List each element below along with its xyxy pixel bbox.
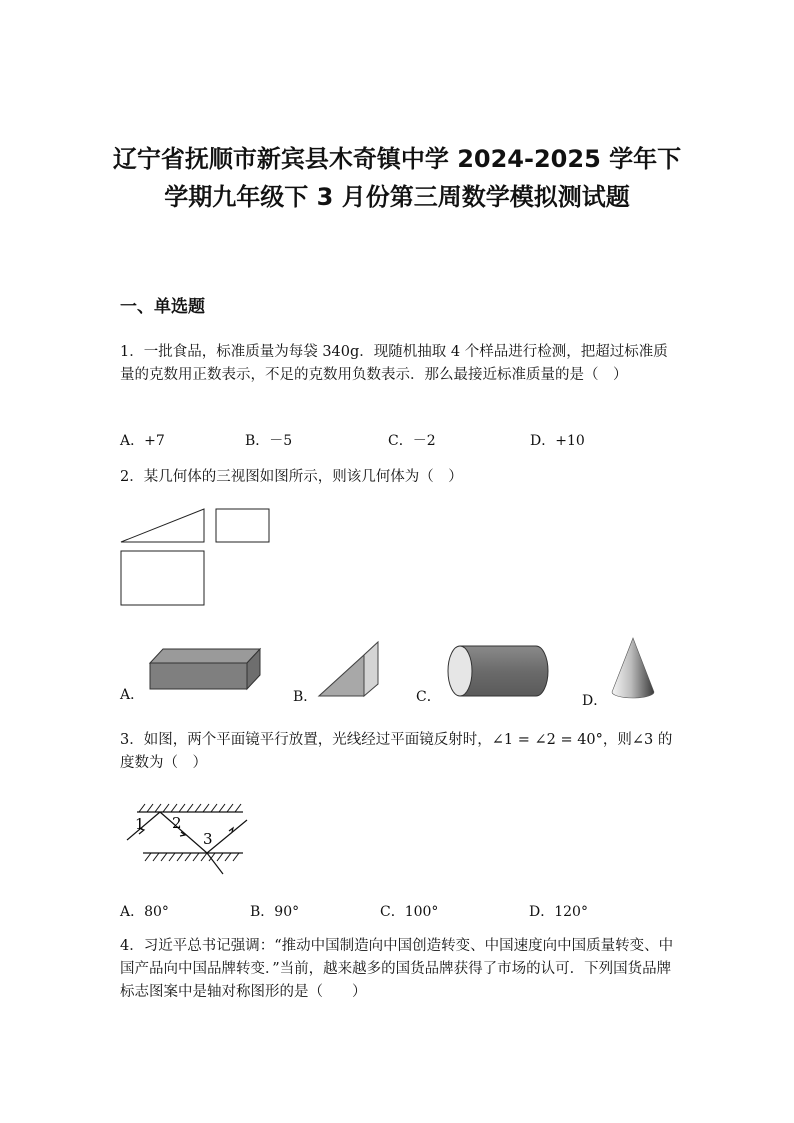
angle-1-label: 1 xyxy=(135,815,145,833)
document-title xyxy=(0,140,794,216)
parallel-mirrors-figure xyxy=(125,800,255,880)
q1-option-c[interactable]: C．－2 xyxy=(388,433,436,449)
triangular-prism-icon[interactable] xyxy=(316,640,386,700)
title-line-2: 学期九年级下 3 月份第三周数学模拟测试题 xyxy=(164,183,630,211)
q2-option-a-label[interactable]: A． xyxy=(120,687,145,703)
q1-option-b[interactable]: B．－5 xyxy=(245,433,293,449)
angle-3-label: 3 xyxy=(203,830,213,848)
q2-option-c-label[interactable]: C． xyxy=(416,689,441,705)
cuboid-icon[interactable] xyxy=(145,645,265,693)
question-2-text: 2．某几何体的三视图如图所示，则该几何体为（ ） xyxy=(120,469,463,485)
question-4-text: 4．习近平总书记强调：“推动中国制造向中国创造转变、中国速度向中国质量转变、中国产品向中国品牌转变．”当前，越来越多的国货品牌获得了市场的认可．下列国货品牌标志图案中是轴对称图形的是（ ） xyxy=(120,938,674,1000)
question-1-text: 1．一批食品，标准质量为每袋 340g．现随机抽取 4 个样品进行检测，把超过标准质量的克数用正数表示，不足的克数用负数表示．那么最接近标准质量的是（ ） xyxy=(120,344,668,383)
q1-option-d[interactable]: D．+10 xyxy=(530,433,585,449)
q1-option-a[interactable]: A．+7 xyxy=(120,433,165,449)
question-3-text: 3．如图，两个平面镜平行放置，光线经过平面镜反射时，∠1 = ∠2 = 40°，则∠3 的度数为（ ） xyxy=(120,732,673,771)
q3-option-b[interactable]: B．90° xyxy=(250,904,300,920)
cone-icon[interactable] xyxy=(608,636,658,700)
q3-option-d[interactable]: D．120° xyxy=(529,904,588,920)
cylinder-icon[interactable] xyxy=(446,643,554,699)
q2-option-d-label[interactable]: D． xyxy=(582,693,608,709)
angle-2-label: 2 xyxy=(172,814,182,832)
q3-option-c[interactable]: C．100° xyxy=(380,904,439,920)
front-view-triangle xyxy=(121,509,204,542)
top-view-rect xyxy=(121,551,204,605)
section-heading: 一、单选题 xyxy=(120,297,205,317)
three-views-figure xyxy=(118,505,278,610)
side-view-rect xyxy=(216,509,269,542)
q2-option-b-label[interactable]: B． xyxy=(293,689,318,705)
q3-option-a[interactable]: A．80° xyxy=(120,904,169,920)
title-line-1: 辽宁省抚顺市新宾县木奇镇中学 2024-2025 学年下 xyxy=(112,145,682,173)
